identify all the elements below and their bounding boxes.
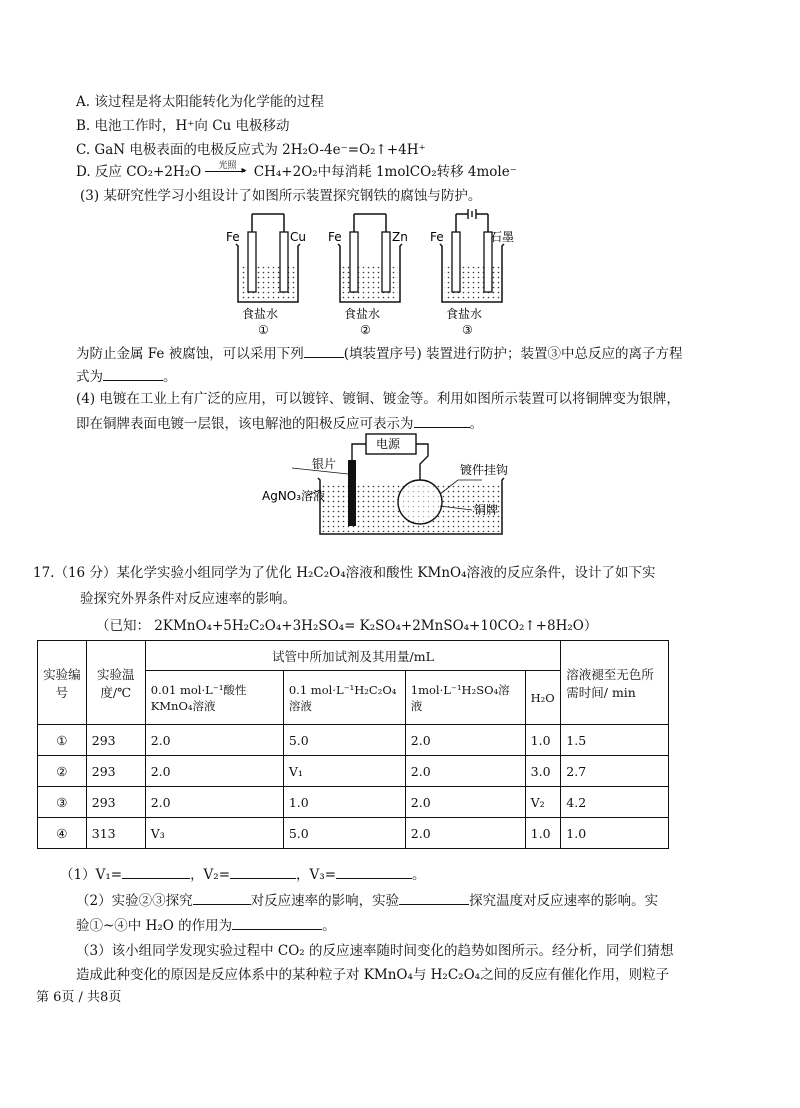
header-h2o: H₂O: [525, 671, 561, 725]
answer-blank: [304, 343, 344, 358]
copper-plate: [398, 480, 442, 524]
beaker-1: [236, 214, 300, 302]
q17-sub2-line2: 验①~④中 H₂O 的作用为 。: [76, 915, 336, 935]
beaker-3: [440, 209, 504, 302]
header-h2so4: 1mol·L⁻¹H₂SO₄溶液: [405, 671, 525, 725]
hook-label: 镀件挂钩: [460, 463, 509, 477]
option-d-arrow: 光照 ▸: [205, 163, 249, 183]
part3-question-line1: 为防止金属 Fe 被腐蚀，可以采用下列 (填装置序号) 装置进行防护；装置③中总反应的离子方程: [76, 343, 683, 363]
table-row: ③ 293 2.0 1.0 2.0 V₂ 4.2: [38, 787, 669, 818]
q17-sub3-line1: （3）该小组同学发现实验过程中 CO₂ 的反应速率随时间变化的趋势如图所示。经分析，同学们猜想: [76, 943, 674, 959]
header-temp: 实验温度/℃: [86, 641, 145, 725]
answer-blank: [193, 890, 251, 905]
table-row: ④ 313 V₃ 5.0 2.0 1.0 1.0: [38, 818, 669, 849]
answer-blank-v1: [122, 864, 190, 879]
power-label: 电源: [376, 437, 401, 451]
q17-sub1: （1）V₁= ，V₂= ，V₃= 。: [60, 864, 426, 884]
q17-line1: 17.（16 分）某化学实验小组同学为了优化 H₂C₂O₄溶液和酸性 KMnO₄溶液的反应条件，设计了如下实: [33, 565, 656, 581]
beaker-1-number: ①: [258, 323, 269, 337]
answer-blank-v2: [230, 864, 296, 879]
beaker-3-solution: 食盐水: [446, 307, 483, 321]
option-d-arrow-label: 光照: [218, 161, 237, 171]
option-a: A. 该过程是将太阳能转化为化学能的过程: [76, 94, 324, 110]
q17-sub3-line2: 造成此种变化的原因是反应体系中的某种粒子对 KMnO₄与 H₂C₂O₄之间的反应有催化作用，则粒子: [76, 967, 670, 983]
silver-label: 银片: [312, 457, 337, 471]
q17-line2: 验探究外界条件对反应速率的影响。: [80, 591, 296, 607]
beaker-3-right-label: 石墨: [490, 230, 515, 244]
header-kmno4: 0.01 mol·L⁻¹酸性KMnO₄溶液: [145, 671, 283, 725]
solution-label: AgNO₃溶液: [262, 489, 326, 503]
answer-blank-v3: [336, 864, 412, 879]
experiment-table: [37, 640, 669, 849]
header-h2c2o4: 0.1 mol·L⁻¹H₂C₂O₄溶液: [283, 671, 405, 725]
table-row: ② 293 2.0 V₁ 2.0 3.0 2.7: [38, 756, 669, 787]
answer-blank: [232, 915, 322, 930]
part3-intro: (3) 某研究性学习小组设计了如图所示装置探究钢铁的腐蚀与防护。: [80, 188, 482, 204]
part3-question-line2: 式为 。: [76, 366, 177, 386]
option-c: C. GaN 电极表面的电极反应式为 2H₂O-4e⁻=O₂↑+4H⁺: [76, 142, 426, 158]
plate-label: 铜牌: [474, 503, 499, 517]
beaker-1-left-label: Fe: [226, 230, 240, 244]
q17-sub2-line1: （2）实验②③探究 对反应速率的影响，实验 探究温度对反应速率的影响。实: [76, 890, 658, 910]
beaker-2-solution: 食盐水: [344, 307, 381, 321]
option-d-prefix: D. 反应 CO₂+2H₂O: [76, 164, 202, 180]
option-d: [76, 163, 517, 183]
beaker-2-right-label: Zn: [392, 230, 408, 244]
header-id: 实验编号: [38, 641, 87, 725]
beaker-1-solution: 食盐水: [242, 307, 279, 321]
electroplating-diagram: [262, 430, 522, 542]
option-d-suffix: CH₄+2O₂中每消耗 1molCO₂转移 4mole⁻: [253, 164, 517, 180]
beaker-2-left-label: Fe: [328, 230, 342, 244]
answer-blank: [414, 413, 470, 428]
option-b: B. 电池工作时，H⁺向 Cu 电极移动: [76, 118, 290, 134]
header-time: 溶液褪至无色所需时间/ min: [561, 641, 669, 725]
table-row: ① 293 2.0 5.0 2.0 1.0 1.5: [38, 725, 669, 756]
battery-icon: [468, 209, 476, 219]
part4-line1: (4) 电镀在工业上有广泛的应用，可以镀锌、镀铜、镀金等。利用如图所示装置可以将铜牌变为银牌，: [76, 391, 680, 407]
part4-line2: 即在铜牌表面电镀一层银，该电解池的阳极反应可表示为 。: [76, 413, 483, 433]
header-reagents: 试管中所加试剂及其用量/mL: [145, 641, 561, 671]
beaker-3-left-label: Fe: [430, 230, 444, 244]
beaker-2: [338, 214, 402, 302]
silver-plate: [348, 460, 356, 526]
corrosion-beakers-diagram: [222, 206, 522, 346]
beaker-2-number: ②: [360, 323, 371, 337]
q17-known-equation: （已知： 2KMnO₄+5H₂C₂O₄+3H₂SO₄= K₂SO₄+2MnSO₄+10CO₂↑+8H₂O）: [96, 618, 598, 634]
page-footer: 第 6页 / 共8页: [36, 990, 122, 1005]
beaker-3-number: ③: [462, 323, 473, 337]
answer-blank: [399, 890, 469, 905]
beaker-1-right-label: Cu: [290, 230, 306, 244]
answer-blank: [103, 366, 163, 381]
